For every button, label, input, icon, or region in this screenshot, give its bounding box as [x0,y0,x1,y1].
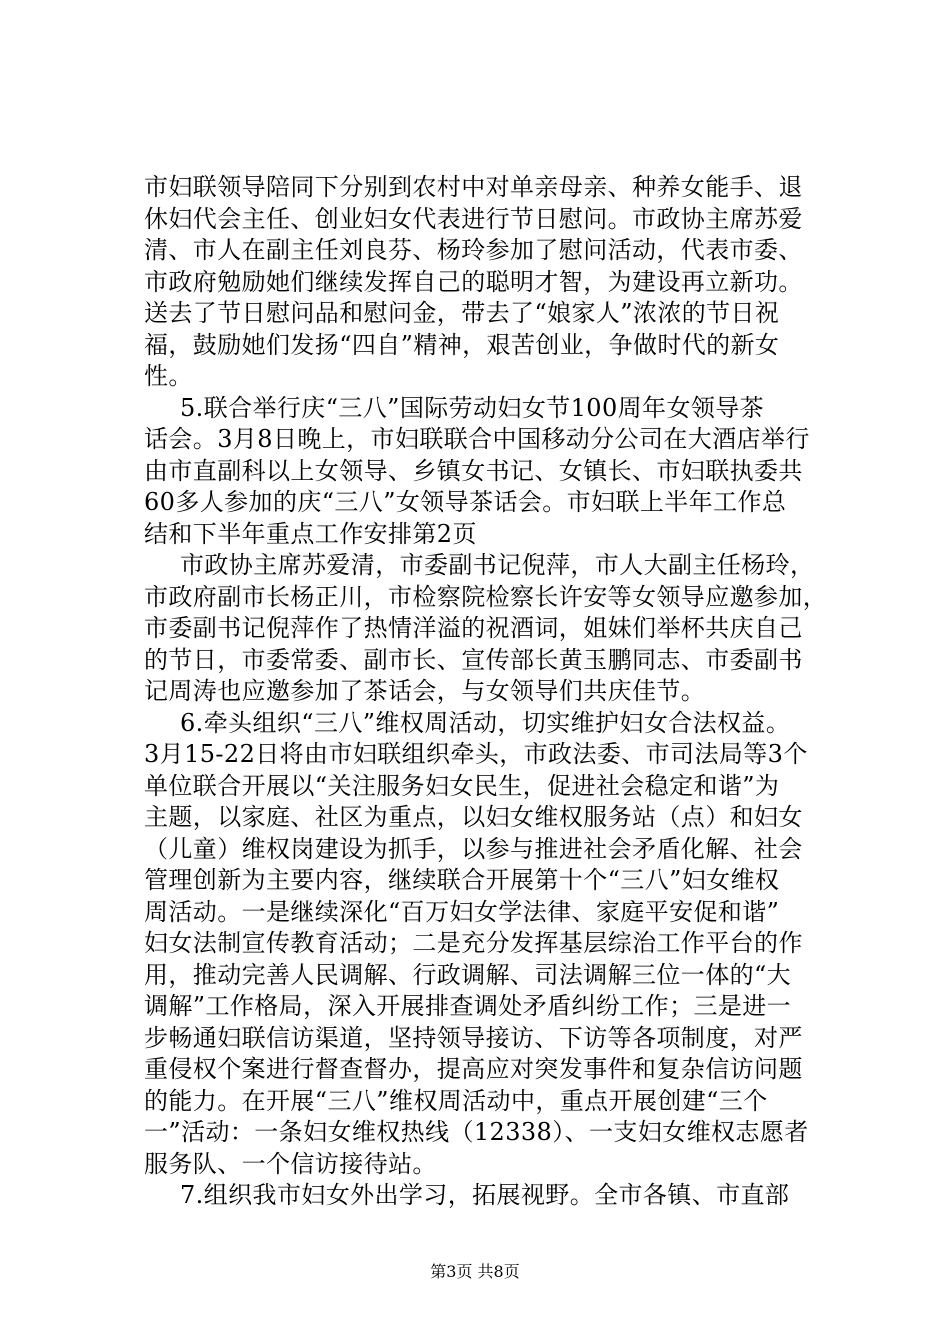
text-line: 市妇联领导陪同下分别到农村中对单亲母亲、种养女能手、退 [144,173,803,201]
text-line: （儿童）维权岗建设为抓手，以参与推进社会矛盾化解、社会 [144,834,803,863]
text-line: 周活动。一是继续深化“百万妇女学法律、家庭平安促和谐” [144,897,780,926]
text-line: 3月15-22日将由市妇联组织牵头，市政法委、市司法局等3个 [144,740,808,768]
text-line: 调解”工作格局，深入开展排查调处矛盾纠纷工作；三是进一 [144,992,792,1020]
text-line: 服务队、一个信访接待站。 [144,1149,437,1178]
text-line: 送去了节日慰问品和慰问金，带去了“娘家人”浓浓的节日祝 [144,299,780,327]
text-line: 妇女法制宣传教育活动；二是充分发挥基层综治工作平台的作 [144,929,803,957]
text-line: 话会。3月8日晚上，市妇联联合中国移动分公司在大酒店举行 [144,425,810,453]
text-line: 结和下半年重点工作安排第2页 [144,519,477,548]
text-line: 重侵权个案进行督查督办，提高应对突发事件和复杂信访问题 [144,1055,803,1083]
text-line: 市政府副市长杨正川，市检察院检察长许安等女领导应邀参加， [144,582,828,611]
page-footer: 第3页 共8页 [430,1262,520,1281]
text-line: 记周涛也应邀参加了茶话会，与女领导们共庆佳节。 [144,677,706,705]
text-line: 的节日，市委常委、副市长、宣传部长黄玉鹏同志、市委副书 [144,645,803,674]
text-line: 60多人参加的庆“三八”女领导茶话会。市妇联上半年工作总 [144,488,787,516]
text-line: 休妇代会主任、创业妇女代表进行节日慰问。市政协主席苏爱 [144,204,803,233]
text-line: 7.组织我市妇女外出学习，拓展视野。全市各镇、市直部 [180,1181,790,1209]
document-body [144,172,834,1212]
text-line: 单位联合开展以“关注服务妇女民生，促进社会稳定和谐”为 [144,771,780,800]
text-line: 市委副书记倪萍作了热情洋溢的祝酒词，姐妹们举杯共庆自己 [144,614,803,642]
text-line: 的能力。在开展“三八”维权周活动中，重点开展创建“三个 [144,1086,768,1115]
text-line: 5.联合举行庆“三八”国际劳动妇女节100周年女领导茶 [180,393,765,422]
text-line: 清、市人在副主任刘良芬、杨玲参加了慰问活动，代表市委、 [144,236,803,264]
text-line: 主题，以家庭、社区为重点，以妇女维权服务站（点）和妇女 [144,803,803,831]
text-line: 性。 [144,362,193,390]
text-line: 用，推动完善人民调解、行政调解、司法调解三位一体的“大 [144,960,792,989]
text-line: 管理创新为主要内容，继续联合开展第十个“三八”妇女维权 [144,866,780,894]
text-line: 由市直副科以上女领导、乡镇女书记、女镇长、市妇联执委共 [144,456,803,485]
text-line: 一”活动：一条妇女维权热线（12338）、一支妇女维权志愿者 [144,1118,809,1146]
text-line: 步畅通妇联信访渠道，坚持领导接访、下访等各项制度，对严 [144,1023,803,1052]
text-line: 福，鼓励她们发扬“四自”精神，艰苦创业，争做时代的新女 [144,330,780,359]
text-line: 市政府勉励她们继续发挥自己的聪明才智，为建设再立新功。 [144,267,803,296]
text-line: 6.牵头组织“三八”维权周活动，切实维护妇女合法权益。 [180,708,791,737]
text-line: 市政协主席苏爱清，市委副书记倪萍，市人大副主任杨玲， [180,551,815,579]
